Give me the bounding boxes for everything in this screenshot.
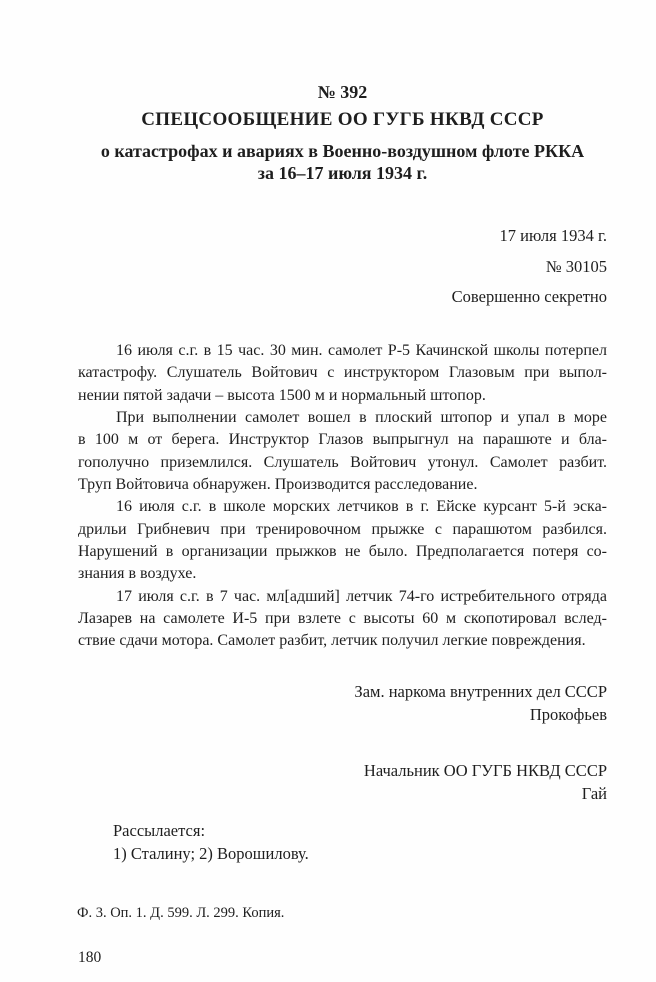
body-line: катастрофу. Слушатель Войтович с инструктором Глазовым при выпол- <box>78 364 607 382</box>
body-line: 17 июля с.г. в 7 час. мл[адший] летчик 74-го истребительного отряда <box>116 587 607 605</box>
classification-stamp: Совершенно секретно <box>451 287 607 307</box>
body-line: При выполнении самолет вошел в плоский штопор и упал в море <box>116 408 607 426</box>
doc-title: СПЕЦСООБЩЕНИЕ ОО ГУГБ НКВД СССР <box>141 109 544 130</box>
signature-name: Гай <box>581 784 607 803</box>
distribution-block <box>113 820 309 865</box>
body-paragraph <box>78 496 607 585</box>
body-line: дрильи Грибневич при тренировочном прыжке с парашютом разбился. <box>78 520 607 538</box>
body-line: 16 июля с.г. в 15 час. 30 мин. самолет Р-5 Качинской школы потерпел <box>116 342 607 359</box>
signature-title: Начальник ОО ГУГБ НКВД СССР <box>363 761 607 780</box>
page-number: 180 <box>78 949 102 966</box>
doc-subtitle-line1: о катастрофах и авариях в Военно-воздушном флоте РККА <box>100 141 585 161</box>
body-line: ствие сдачи мотора. Самолет разбит, летчик получил легкие повреждения. <box>78 632 586 650</box>
body-line: Лазарев на самолете И-5 при взлете с высоты 60 м скопотировал вслед- <box>78 609 607 627</box>
body-paragraph <box>78 586 607 653</box>
archive-reference: Ф. 3. Оп. 1. Д. 599. Л. 299. Копия. <box>77 905 285 921</box>
body-paragraph <box>78 407 607 496</box>
signature-title: Зам. наркома внутренних дел СССР <box>354 682 607 701</box>
signature-block-chief <box>78 759 607 805</box>
doc-subtitle-line2: за 16–17 июля 1934 г. <box>257 163 428 183</box>
signature-block-deputy <box>78 680 607 726</box>
distribution-recipients: 1) Сталину; 2) Ворошилову. <box>113 843 309 863</box>
body-line: 16 июля с.г. в школе морских летчиков в г. Ейске курсант 5-й эска- <box>116 498 607 516</box>
body-paragraph <box>78 340 607 407</box>
body-line: Нарушений в организации прыжков не было. Предполагается потеря со- <box>78 542 607 560</box>
doc-ref-number: № 30105 <box>545 256 607 276</box>
body-line: знания в воздухе. <box>78 565 197 583</box>
title-block <box>78 80 607 184</box>
body-line: нении пятой задачи – высота 1500 м и нормальный штопор. <box>78 386 486 404</box>
signature-name: Прокофьев <box>529 705 607 724</box>
body-text <box>78 340 607 653</box>
distribution-label: Рассылается: <box>113 821 206 840</box>
body-line: в 100 м от берега. Инструктор Глазов выпрыгнул на парашюте и бла- <box>78 431 607 449</box>
doc-date: 17 июля 1934 г. <box>499 226 607 245</box>
meta-block <box>78 221 607 313</box>
doc-number: № 392 <box>317 82 368 102</box>
body-line: гополучно приземлился. Слушатель Войтович утонул. Самолет разбит. <box>78 453 607 471</box>
body-line: Труп Войтовича обнаружен. Производится расследование. <box>78 475 478 493</box>
